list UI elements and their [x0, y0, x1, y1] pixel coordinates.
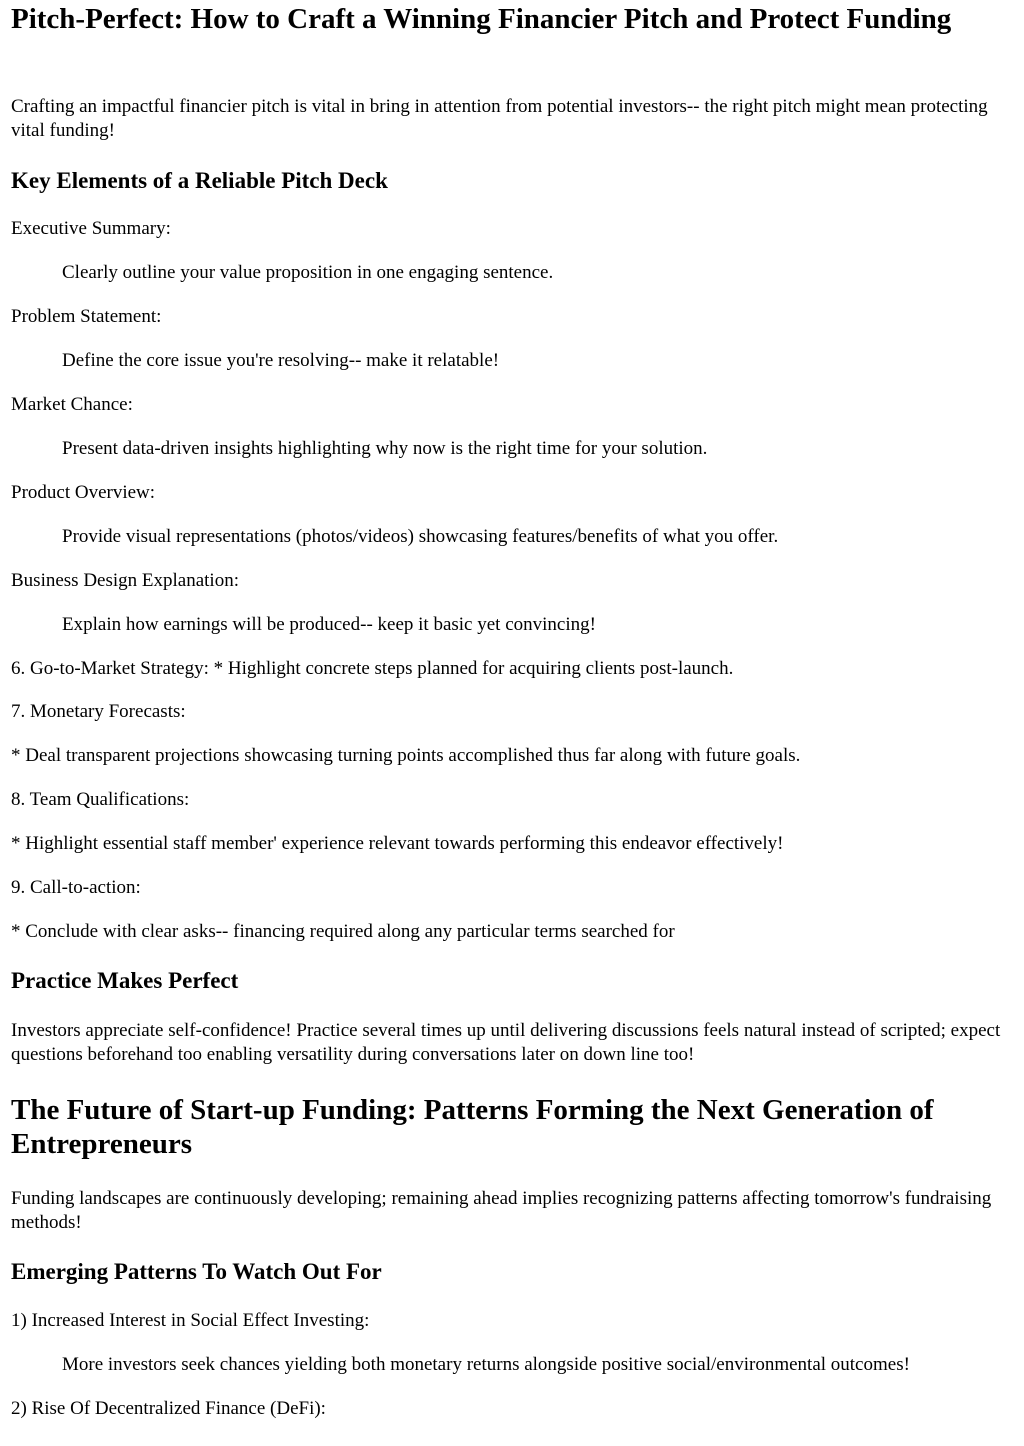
list-term: Executive Summary:	[11, 218, 171, 239]
list-description: Clearly outline your value proposition in one engaging sentence.	[62, 262, 554, 283]
list-description: Provide visual representations (photos/videos) showcasing features/benefits of what you offer.	[62, 526, 779, 547]
paragraph-call-to-action-detail: * Conclude with clear asks-- financing required along any particular terms searched for	[11, 921, 675, 942]
list-description: Define the core issue you're resolving-- make it relatable!	[62, 350, 500, 371]
intro-paragraph: Crafting an impactful financier pitch is vital in bring in attention from potential investors-- the right pitch might mean protecting vital funding!	[11, 96, 988, 141]
section-heading-key-elements: Key Elements of a Reliable Pitch Deck	[11, 168, 388, 193]
list-description: Explain how earnings will be produced-- keep it basic yet convincing!	[62, 614, 596, 635]
list-term: Problem Statement:	[11, 306, 162, 327]
list-term: Market Chance:	[11, 394, 133, 415]
article-title-future-funding: The Future of Start-up Funding: Patterns Forming the Next Generation of Entrepreneurs	[11, 1094, 934, 1160]
section-heading-practice: Practice Makes Perfect	[11, 968, 239, 993]
list-term: 1) Increased Interest in Social Effect Investing:	[11, 1310, 370, 1331]
section-heading-emerging-patterns: Emerging Patterns To Watch Out For	[11, 1259, 382, 1284]
list-term: 2) Rise Of Decentralized Finance (DeFi):	[11, 1398, 326, 1419]
intro-paragraph-future-funding: Funding landscapes are continuously developing; remaining ahead implies recognizing patterns affecting tomorrow's fundraising methods!	[11, 1188, 992, 1233]
article-title: Pitch-Perfect: How to Craft a Winning Financier Pitch and Protect Funding	[11, 3, 952, 35]
paragraph-monetary-forecasts-detail: * Deal transparent projections showcasing turning points accomplished thus far along with future goals.	[11, 745, 801, 766]
list-description: Present data-driven insights highlighting why now is the right time for your solution.	[62, 438, 708, 459]
list-description: More investors seek chances yielding both monetary returns alongside positive social/environmental outcomes!	[62, 1354, 910, 1375]
paragraph-team-qualifications: 8. Team Qualifications:	[11, 789, 190, 810]
practice-paragraph: Investors appreciate self-confidence! Practice several times up until delivering discussions feels natural instead of scripted; expect questions beforehand too enabling versatility during conversations later on down line too!	[11, 1020, 1001, 1065]
paragraph-go-to-market: 6. Go-to-Market Strategy: * Highlight concrete steps planned for acquiring clients post-launch.	[11, 658, 734, 679]
paragraph-team-qualifications-detail: * Highlight essential staff member' experience relevant towards performing this endeavor effectively!	[11, 833, 784, 854]
list-term: Business Design Explanation:	[11, 570, 239, 591]
paragraph-monetary-forecasts: 7. Monetary Forecasts:	[11, 701, 186, 722]
paragraph-call-to-action: 9. Call-to-action:	[11, 877, 141, 898]
list-term: Product Overview:	[11, 482, 156, 503]
